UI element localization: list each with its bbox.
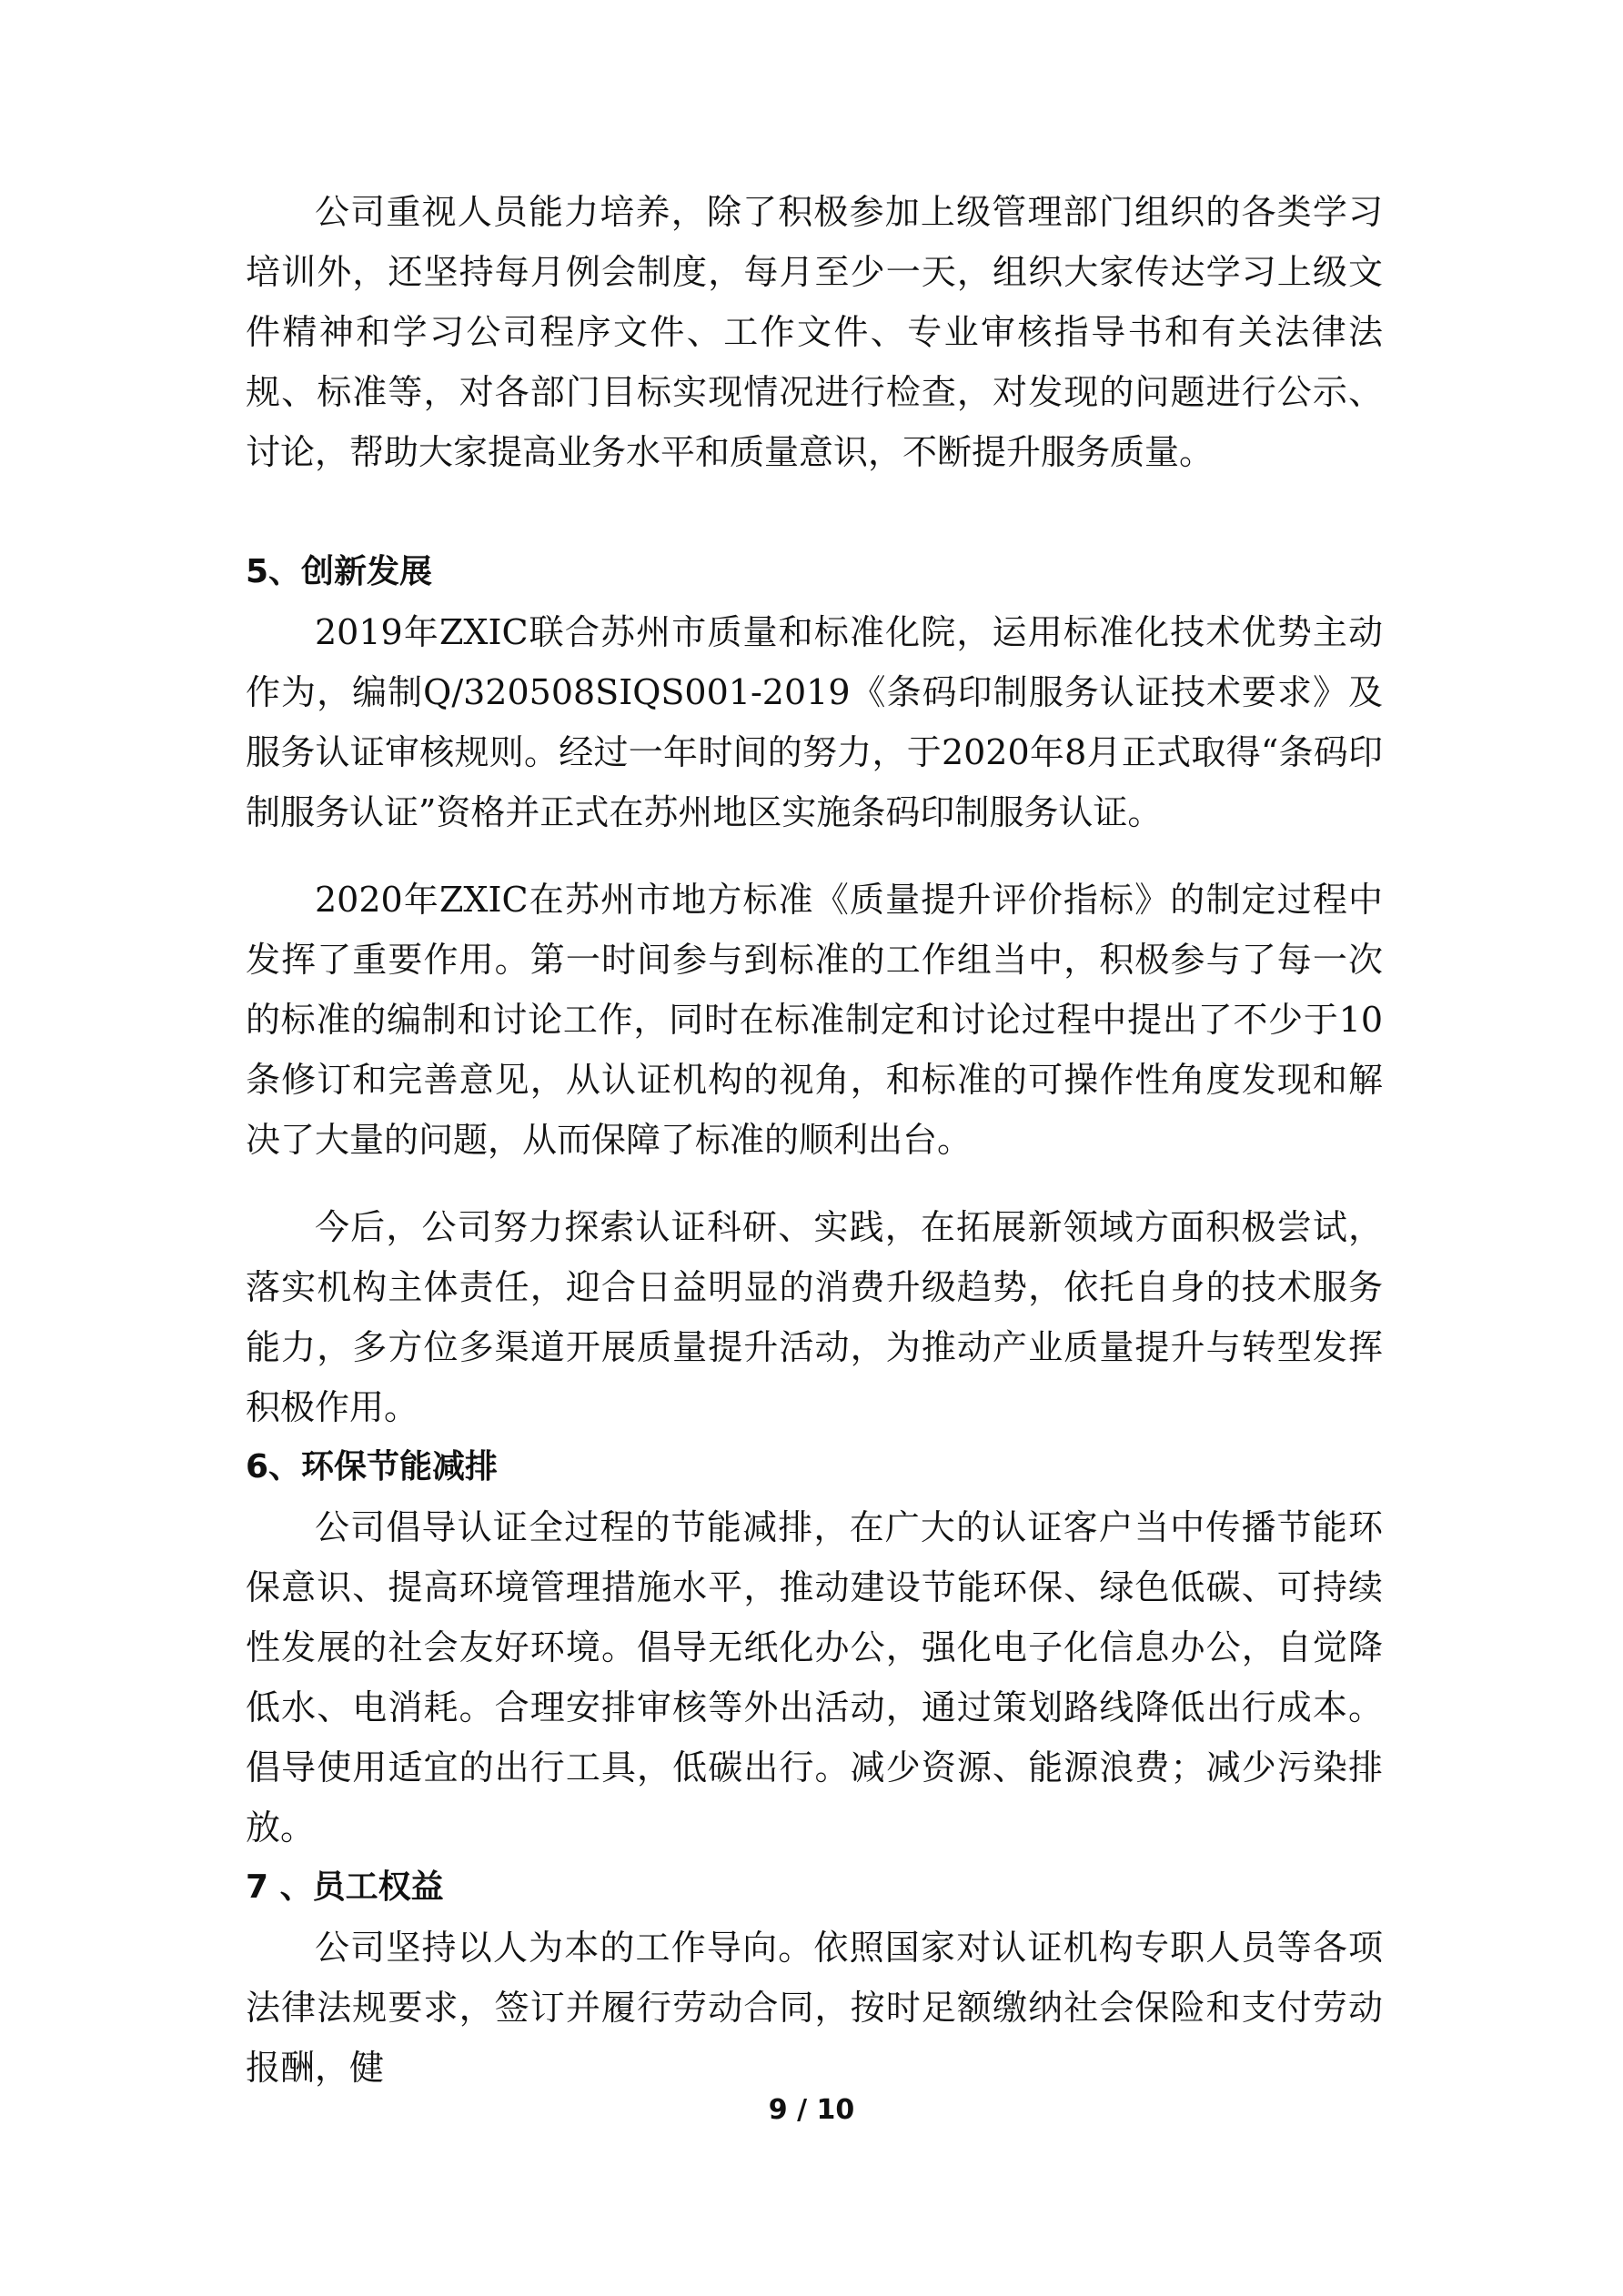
paragraph-local-standard: 2020年ZXIC在苏州市地方标准《质量提升评价指标》的制定过程中发挥了重要作用。第一时间参与到标准的工作组当中，积极参与了每一次的标准的编制和讨论工作，同时在标准制定和讨论过程中提出了不少于10条修订和完善意见，从认证机构的视角，和标准的可操作性角度发现和解决了大量的问题，从而保障了标准的顺利出台。 xyxy=(246,880,1383,1160)
section-heading-innovation: 5、创新发展 xyxy=(246,553,433,590)
paragraph-employee-rights: 公司坚持以人为本的工作导向。依照国家对认证机构专职人员等各项法律法规要求，签订并履行劳动合同，按时足额缴纳社会保险和支付劳动报酬，健 xyxy=(246,1928,1383,2088)
paragraph-barcode-certification: 2019年ZXIC联合苏州市质量和标准化院，运用标准化技术优势主动作为，编制Q/320508SIQS001-2019《条码印制服务认证技术要求》及服务认证审核规则。经过一年时间的努力，于2020年8月正式取得“条码印制服务认证”资格并正式在苏州地区实施条码印制服务认证。 xyxy=(246,612,1383,832)
section-heading-employee-rights: 7 、员工权益 xyxy=(246,1868,444,1906)
paragraph-energy-saving: 公司倡导认证全过程的节能减排，在广大的认证客户当中传播节能环保意识、提高环境管理措施水平，推动建设节能环保、绿色低碳、可持续性发展的社会友好环境。倡导无纸化办公，强化电子化信息办公，自觉降低水、电消耗。合理安排审核等外出活动，通过策划路线降低出行成本。倡导使用适宜的出行工具，低碳出行。减少资源、能源浪费；减少污染排放。 xyxy=(246,1507,1383,1848)
paragraph-future-plans: 今后，公司努力探索认证科研、实践，在拓展新领域方面积极尝试，落实机构主体责任，迎合日益明显的消费升级趋势，依托自身的技术服务能力，多方位多渠道开展质量提升活动，为推动产业质量提升与转型发挥积极作用。 xyxy=(246,1207,1383,1427)
paragraph-staff-training: 公司重视人员能力培养，除了积极参加上级管理部门组织的各类学习培训外，还坚持每月例会制度，每月至少一天，组织大家传达学习上级文件精神和学习公司程序文件、工作文件、专业审核指导书和有关法律法规、标准等，对各部门目标实现情况进行检查，对发现的问题进行公示、讨论，帮助大家提高业务水平和质量意识，不断提升服务质量。 xyxy=(246,192,1383,472)
spacer xyxy=(246,482,1383,542)
page-number: 9 / 10 xyxy=(768,2094,855,2126)
section-heading-environment: 6、环保节能减排 xyxy=(246,1448,499,1485)
document-body xyxy=(246,182,1383,2098)
spacer xyxy=(246,1170,1383,1197)
spacer xyxy=(246,842,1383,870)
